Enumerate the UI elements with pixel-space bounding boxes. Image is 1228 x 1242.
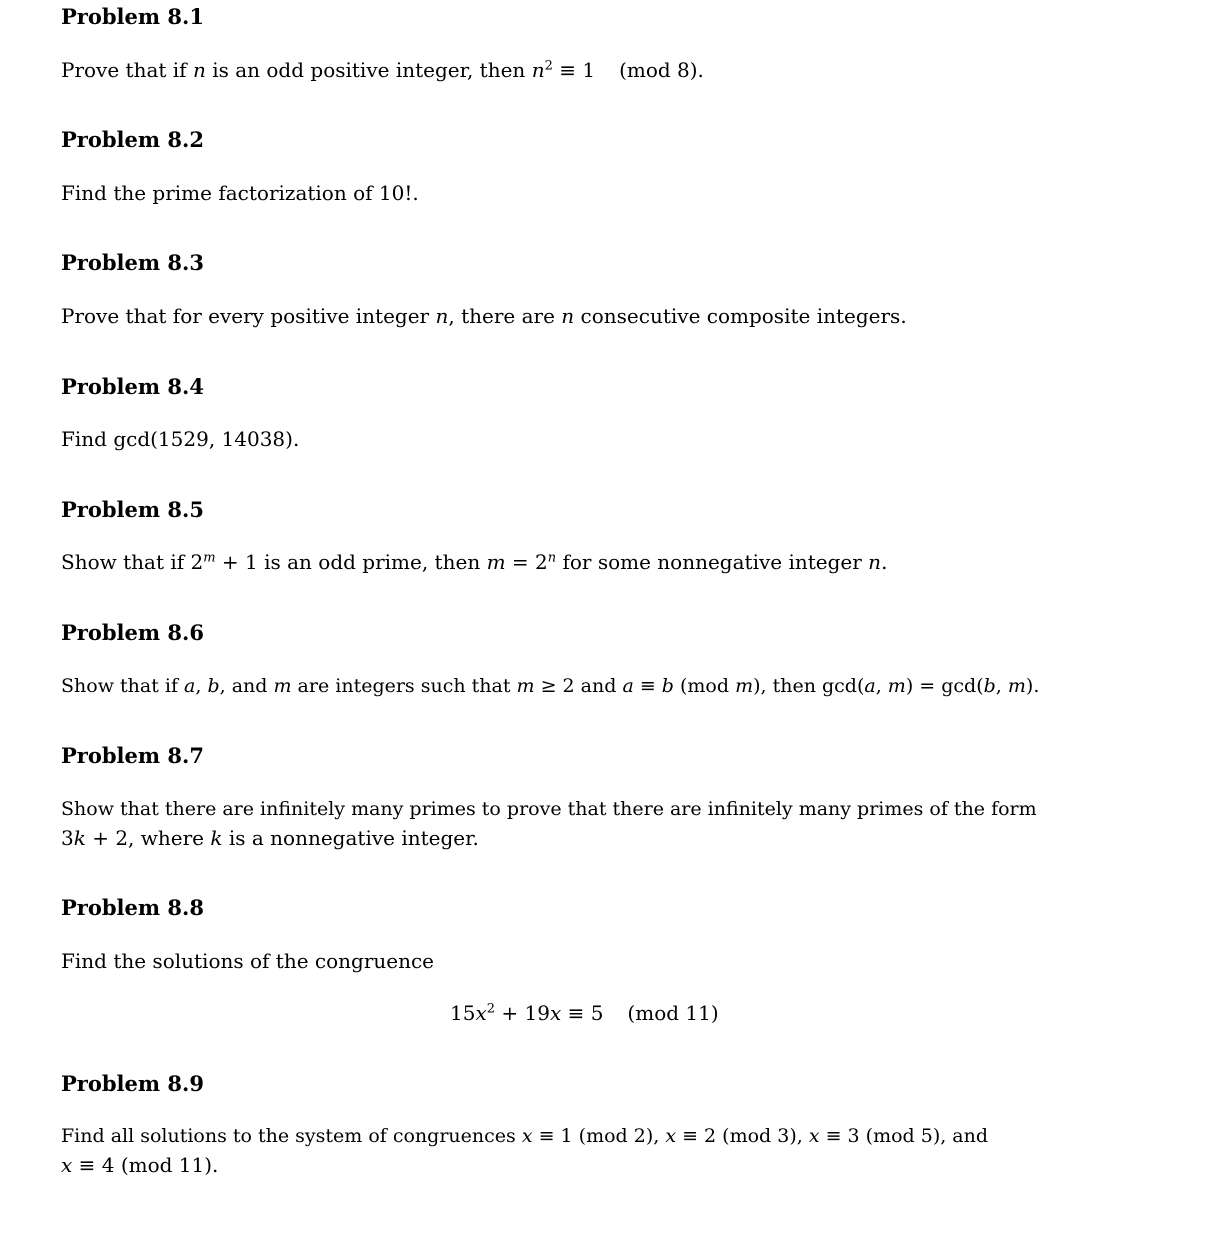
problem-title: Problem 8.6 [61, 620, 204, 645]
problem-title: Problem 8.8 [61, 895, 204, 920]
problem-title: Problem 8.2 [61, 127, 204, 152]
problem-title: Problem 8.5 [61, 497, 204, 522]
problem-statement: Find the prime factorization of 10!. [61, 181, 419, 205]
problem-statement: Show that there are infinitely many primes to prove that there are infinitely many primes of the form 3k + 2, where k is a nonnegative integer. [61, 798, 1037, 850]
problem-statement: Prove that for every positive integer n, there are n consecutive composite integers. [61, 304, 907, 328]
problem-title: Problem 8.9 [61, 1071, 204, 1096]
problem-title: Problem 8.7 [61, 743, 204, 768]
problem-statement: Find the solutions of the congruence [61, 949, 435, 973]
problem-statement: Find gcd(1529, 14038). [61, 427, 300, 451]
problem-title: Problem 8.1 [61, 4, 204, 29]
problem-statement: Find all solutions to the system of congruences x ≡ 1 (mod 2), x ≡ 2 (mod 3), x ≡ 3 (mod 5), and x ≡ 4 (mod 11). [61, 1125, 989, 1177]
problem-title: Problem 8.4 [61, 374, 204, 399]
display-equation: $15x^2 + 19x \equiv 5$ (mod 11) [450, 1001, 719, 1025]
problem-statement: Show that if a, b, and m are integers such that m ≥ 2 and a ≡ b (mod m), then gcd(a, m) = gcd(b, m). [61, 675, 1040, 697]
problem-statement: Show that if $2^m + 1$ is an odd prime, then $m = 2^n$ for some nonnegative integer n. [61, 550, 888, 574]
problem-title: Problem 8.3 [61, 250, 204, 275]
problem-statement: Prove that if n is an odd positive integer, then $n^2 \equiv 1$ (mod 8). [61, 58, 704, 82]
